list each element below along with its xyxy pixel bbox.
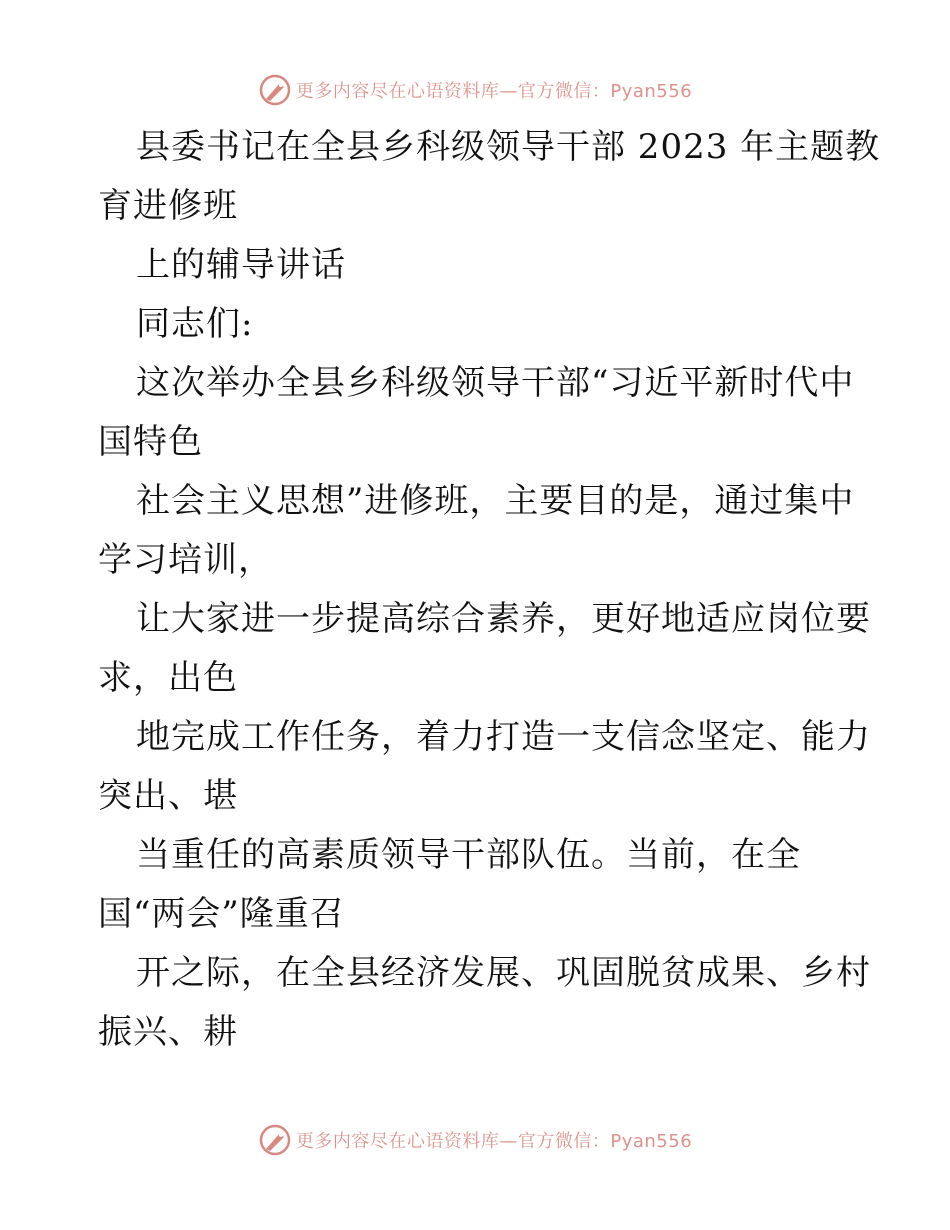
title-line-1: 县委书记在全县乡科级领导干部 2023 年主题教 (136, 127, 881, 167)
paragraph-line: 开之际，在全县经济发展、巩固脱贫成果、乡村 (136, 953, 871, 993)
pen-logo-icon (258, 1123, 292, 1157)
paragraph-line: 社会主义思想”进修班，主要目的是，通过集中 (136, 481, 855, 521)
paragraph-line: 国“两会”隆重召 (98, 894, 345, 934)
footer-watermark (0, 1120, 950, 1160)
watermark-text: 更多内容尽在心语资料库—官方微信：Pyan556 (295, 81, 693, 102)
salutation: 同志们: (136, 304, 254, 344)
title-line-3: 上的辅导讲话 (136, 245, 346, 285)
paragraph-line: 振兴、耕 (98, 1012, 238, 1052)
paragraph-line: 突出、堪 (98, 776, 238, 816)
paragraph-line: 学习培训， (98, 540, 273, 580)
paragraph-line: 地完成工作任务，着力打造一支信念坚定、能力 (136, 717, 871, 757)
watermark-text: 更多内容尽在心语资料库—官方微信：Pyan556 (295, 1131, 693, 1152)
paragraph-line: 让大家进一步提高综合素养，更好地适应岗位要 (136, 599, 871, 639)
title-line-2: 育进修班 (98, 186, 238, 226)
paragraph-line: 求，出色 (98, 658, 238, 698)
paragraph-line: 这次举办全县乡科级领导干部“习近平新时代中 (136, 363, 855, 403)
document-body (98, 118, 881, 1062)
paragraph-line: 国特色 (98, 422, 203, 462)
pen-logo-icon (258, 73, 292, 107)
header-watermark (0, 70, 950, 110)
paragraph-line: 当重任的高素质领导干部队伍。当前，在全 (136, 835, 801, 875)
